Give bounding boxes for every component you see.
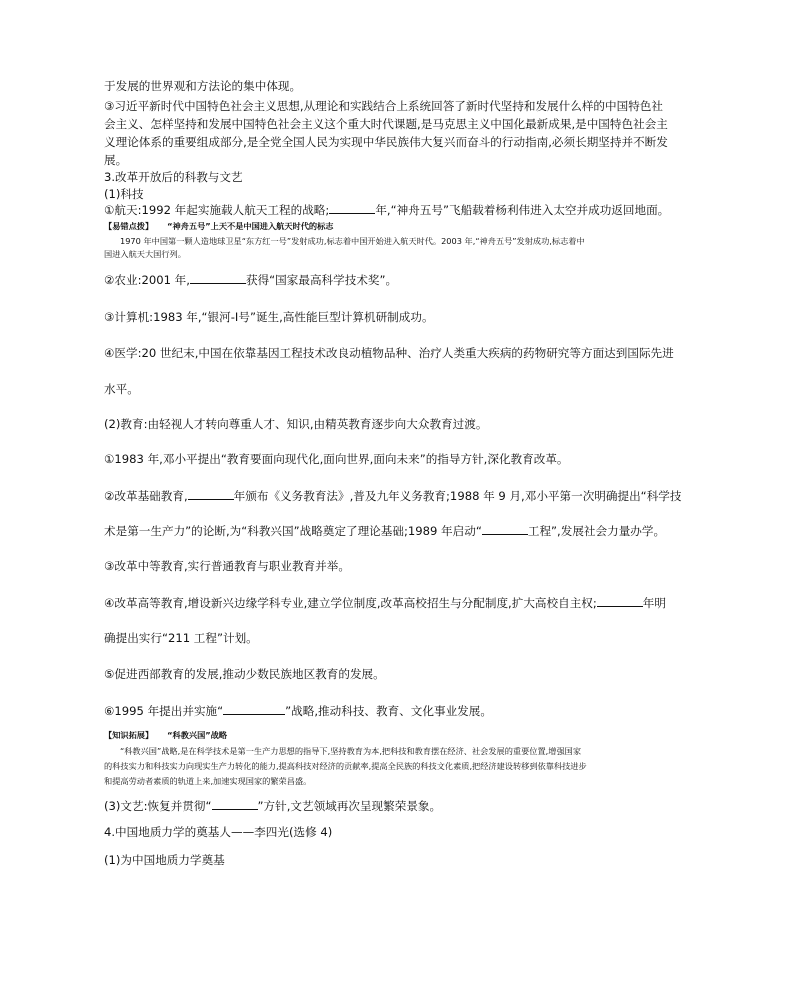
extension-body-1: “科教兴国”战略,是在科学技术是第一生产力思想的指导下,坚持教育为本,把科技和教育摆在经济、社会发展的重要位置,增强国家 xyxy=(120,746,582,756)
fill-blank xyxy=(188,488,234,500)
tech-item-aerospace-text-a: ①航天:1992 年起实施载人航天工程的战略; xyxy=(104,203,330,217)
fill-blank xyxy=(190,272,246,284)
edu-item-2-text-b: 年颁布《义务教育法》,普及九年义务教育;1988 年 9 月,邓小平第一次明确提出“科学技 xyxy=(233,489,682,503)
extension-title: “科教兴国”战略 xyxy=(167,730,228,740)
tip-heading xyxy=(104,221,333,232)
edu-item-4-text-a: ④改革高等教育,增设新兴边缘学科专业,建立学位制度,改革高校招生与分配制度,扩大高校自主权; xyxy=(104,596,597,610)
edu-item-4-text-b: 年明 xyxy=(642,596,666,610)
tech-item-aerospace xyxy=(104,202,669,217)
edu-item-2-text-c: 术是第一生产力”的论断,为“科教兴国”战略奠定了理论基础;1989 年启动“ xyxy=(104,524,482,538)
tip-title: “神舟五号”上天不是中国进入航天时代的标志 xyxy=(167,221,334,231)
section3-heading: 3.改革开放后的科教与文艺 xyxy=(104,170,243,184)
extension-label: 【知识拓展】 xyxy=(104,730,154,740)
tech-heading: (1)科技 xyxy=(104,187,144,201)
fill-blank xyxy=(212,798,258,810)
edu-item-2-line-2 xyxy=(104,523,665,538)
art-line xyxy=(104,798,441,813)
intro-line-2: ③习近平新时代中国特色社会主义思想,从理论和实践结合上系统回答了新时代坚持和发展什么样的中国特色社 xyxy=(104,99,663,113)
edu-item-1: ①1983 年,邓小平提出“教育要面向现代化,面向世界,面向未来”的指导方针,深化教育改革。 xyxy=(104,452,569,466)
tech-item-medicine-line-2: 水平。 xyxy=(104,382,139,396)
tech-item-computer: ③计算机:1983 年,“银河-Ⅰ号”诞生,高性能巨型计算机研制成功。 xyxy=(104,310,434,324)
edu-item-6-text-b: ”战略,推动科技、教育、文化事业发展。 xyxy=(285,704,492,718)
extension-body-2: 的科技实力和科技实力向现实生产力转化的能力,提高科技对经济的贡献率,提高全民族的科技文化素质,把经济建设转移到依靠科技进步 xyxy=(104,761,587,771)
tech-item-agriculture xyxy=(104,272,397,287)
fill-blank xyxy=(597,595,643,607)
edu-heading: (2)教育:由轻视人才转向尊重人才、知识,由精英教育逐步向大众教育过渡。 xyxy=(104,417,488,431)
tech-item-aerospace-text-b: 年,“神舟五号”飞船载着杨利伟进入太空并成功返回地面。 xyxy=(375,203,670,217)
tech-item-medicine-line-1: ④医学:20 世纪末,中国在依靠基因工程技术改良动植物品种、治疗人类重大疾病的药物研究等方面达到国际先进 xyxy=(104,346,674,360)
edu-item-2-line-1 xyxy=(104,488,681,503)
edu-item-2-text-a: ②改革基础教育, xyxy=(104,489,188,503)
intro-line-1: 于发展的世界观和方法论的集中体现。 xyxy=(104,79,302,93)
tech-item-agriculture-text-b: 获得“国家最高科学技术奖”。 xyxy=(245,273,398,287)
extension-body-3: 和提高劳动者素质的轨道上来,加速实现国家的繁荣昌盛。 xyxy=(104,776,312,786)
edu-item-6-text-a: ⑥1995 年提出并实施“ xyxy=(104,704,224,718)
fill-blank xyxy=(329,202,375,214)
fill-blank xyxy=(482,523,528,535)
intro-line-5: 展。 xyxy=(104,153,128,167)
tech-item-agriculture-text-a: ②农业:2001 年, xyxy=(104,273,190,287)
section4-heading: 4.中国地质力学的奠基人——李四光(选修 4) xyxy=(104,825,333,839)
tip-body-2: 国进入航天大国行列。 xyxy=(104,249,186,259)
intro-line-4: 义理论体系的重要组成部分,是全党全国人民为实现中华民族伟大复兴而奋斗的行动指南,必须长期坚持并不断发 xyxy=(104,135,668,149)
edu-item-5: ⑤促进西部教育的发展,推动少数民族地区教育的发展。 xyxy=(104,667,385,681)
intro-line-3: 会主义、怎样坚持和发展中国特色社会主义这个重大时代课题,是马克思主义中国化最新成果,是中国特色社会主 xyxy=(104,117,668,131)
section4-sub-1: (1)为中国地质力学奠基 xyxy=(104,853,225,867)
extension-heading xyxy=(104,730,227,741)
edu-item-6 xyxy=(104,703,492,718)
tip-label: 【易错点拨】 xyxy=(104,221,154,231)
edu-item-4-line-2: 确提出实行“211 工程”计划。 xyxy=(104,631,258,645)
fill-blank xyxy=(223,703,285,715)
edu-item-2-text-d: 工程”,发展社会力量办学。 xyxy=(527,524,666,538)
art-text-b: ”方针,文艺领域再次呈现繁荣景象。 xyxy=(257,799,442,813)
edu-item-3: ③改革中等教育,实行普通教育与职业教育并举。 xyxy=(104,559,350,573)
edu-item-4-line-1 xyxy=(104,595,666,610)
art-text-a: (3)文艺:恢复并贯彻“ xyxy=(104,799,212,813)
tip-body-1: 1970 年中国第一颗人造地球卫星“东方红一号”发射成功,标志着中国开始进入航天时代。2003 年,“神舟五号”发射成功,标志着中 xyxy=(120,236,585,246)
